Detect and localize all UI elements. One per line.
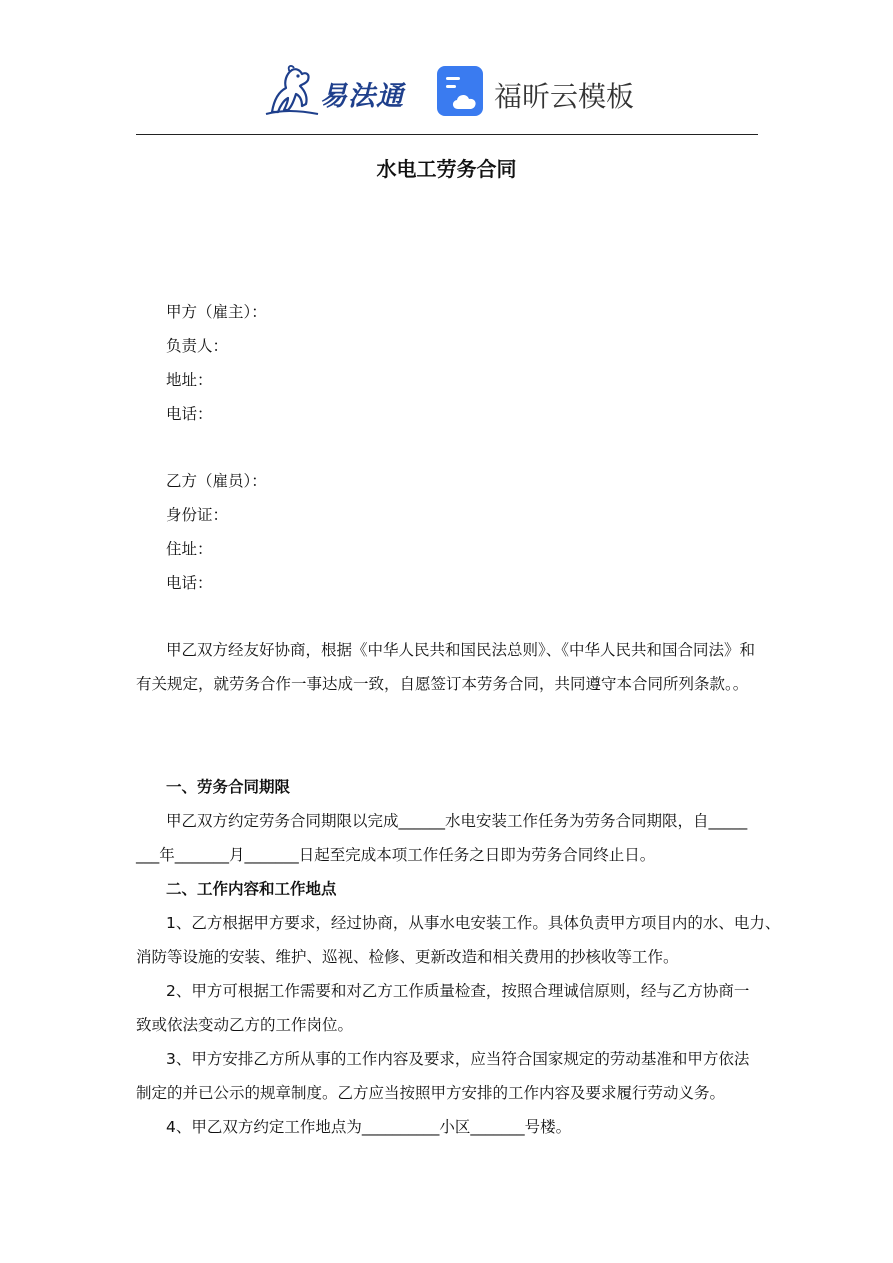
party-b-phone: 电话： [166,574,213,592]
fuxin-logo-text: 福昕云模板 [494,80,635,113]
party-b-residence: 住址： [166,540,213,558]
section-1-heading: 一、劳务合同期限 [166,778,291,796]
page-header [0,58,893,124]
section-2-heading: 二、工作内容和工作地点 [166,880,337,898]
section-2-item-1-line-2: 消防等设施的安装、维护、巡视、检修、更新改造和相关费用的抄核收等工作。 [136,948,679,966]
document-title: 水电工劳务合同 [376,157,517,181]
party-a-responsible: 负责人： [166,337,229,355]
party-a-label: 甲方（雇主）： [166,303,267,321]
section-2-item-3-line-2: 制定的并已公示的规章制度。乙方应当按照甲方安排的工作内容及要求履行劳动义务。 [136,1084,726,1102]
yifatong-logo-text: 易法通 [320,81,404,112]
intro-paragraph-line-1: 甲乙双方经友好协商，根据《中华人民共和国民法总则》、《中华人民共和国合同法》和 [166,641,756,659]
section-2-item-4-line-1: 4、甲乙双方约定工作地点为__________小区_______号楼。 [166,1118,572,1136]
section-1-line-2: ___年_______月_______日起至完成本项工作任务之日即为劳务合同终止日。 [136,846,656,864]
section-2-item-3-line-1: 3、甲方安排乙方所从事的工作内容及要求，应当符合国家规定的劳动基准和甲方依法 [166,1050,750,1068]
horse-emblem-icon [262,62,322,118]
party-b-id-card: 身份证： [166,506,229,524]
party-b-label: 乙方（雇员）： [166,472,267,490]
document-cloud-icon [436,65,488,117]
header-divider [136,134,758,135]
section-1-line-1: 甲乙双方约定劳务合同期限以完成______水电安装工作任务为劳务合同期限，自_____ [166,812,748,830]
party-a-phone: 电话： [166,405,213,423]
section-2-item-1-line-1: 1、乙方根据甲方要求，经过协商，从事水电安装工作。具体负责甲方项目内的水、电力、 [166,914,781,932]
section-2-item-2-line-1: 2、甲方可根据工作需要和对乙方工作质量检查，按照合理诚信原则，经与乙方协商一 [166,982,750,1000]
intro-paragraph-line-2: 有关规定，就劳务合作一事达成一致，自愿签订本劳务合同，共同遵守本合同所列条款。。 [136,675,749,693]
yifatong-logo [262,62,414,118]
party-a-address: 地址： [166,371,213,389]
section-2-item-2-line-2: 致或依法变动乙方的工作岗位。 [136,1016,354,1034]
